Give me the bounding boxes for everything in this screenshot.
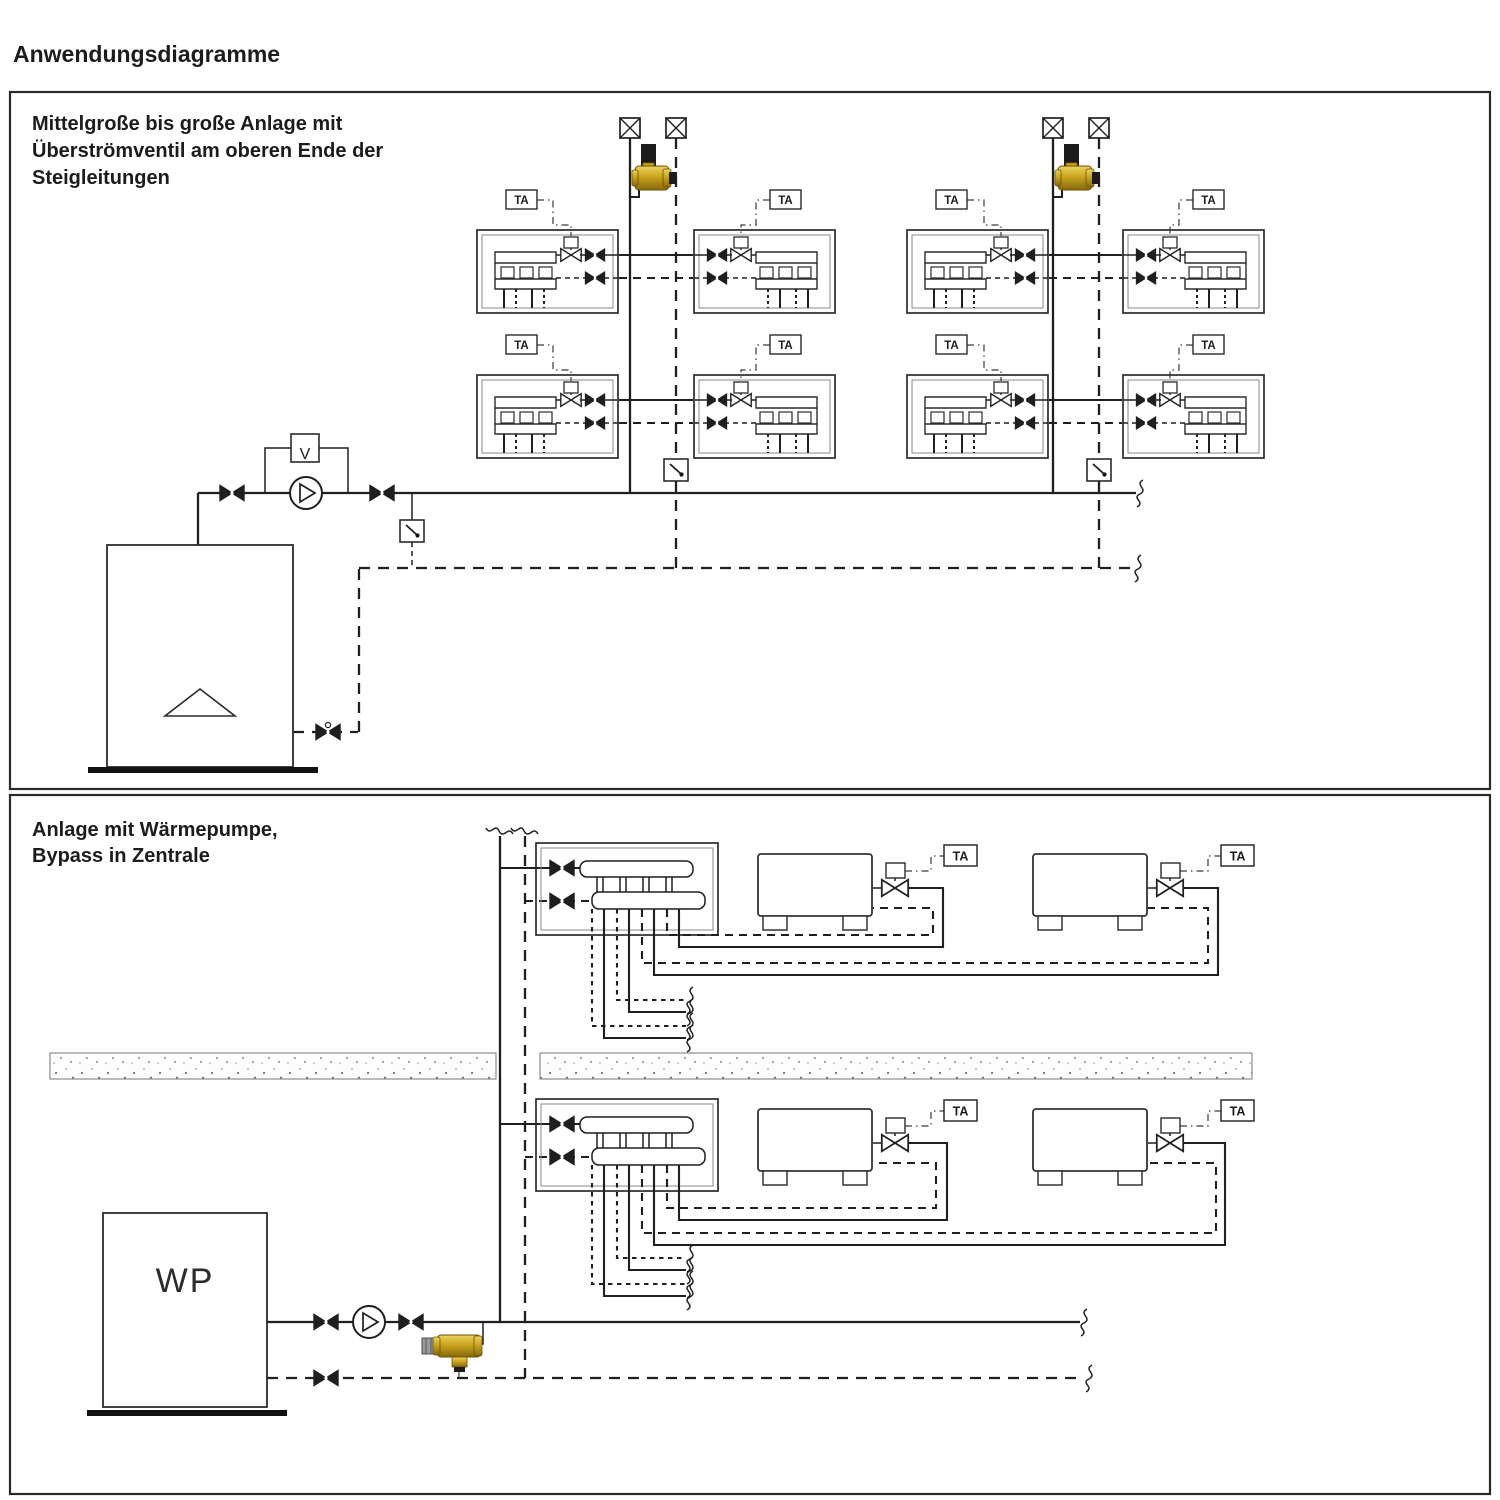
shutoff-valve-icon	[314, 1315, 338, 1330]
shutoff-valve-icon	[370, 486, 394, 501]
circulation-pump-icon	[353, 1306, 385, 1338]
svg-text:WP: WP	[155, 1262, 215, 1300]
thermostat-label	[770, 190, 801, 209]
pipe-break-icon	[486, 828, 513, 834]
balancing-valve-icon	[400, 520, 424, 542]
shutoff-valve-icon	[220, 486, 244, 501]
svg-text:TA: TA	[944, 340, 959, 352]
pipe-break-icon	[1137, 480, 1143, 507]
thermostat-label	[944, 845, 977, 866]
heating-unit	[1123, 375, 1264, 458]
panel-1	[10, 92, 1490, 789]
riser-group-1	[620, 118, 688, 568]
heat-pump	[87, 1213, 287, 1416]
svg-text:TA: TA	[778, 195, 793, 207]
heat-pump-base	[87, 1410, 287, 1416]
return-manifold	[592, 892, 705, 909]
svg-text:Überströmventil am oberen Ende: Überströmventil am oberen Ende der	[32, 140, 384, 162]
thermostat-label	[936, 335, 967, 354]
heating-unit	[907, 230, 1048, 313]
svg-text:Mittelgroße bis große Anlage m: Mittelgroße bis große Anlage mit	[32, 113, 343, 135]
overflow-valve-icon	[422, 1335, 482, 1372]
radiator	[1033, 854, 1147, 930]
pipe-break-icon	[1135, 555, 1141, 582]
heating-unit	[694, 230, 835, 313]
svg-text:TA: TA	[514, 195, 529, 207]
bypass-overflow-valve	[422, 1322, 483, 1378]
svg-text:TA: TA	[1201, 195, 1216, 207]
shutoff-valve-icon	[550, 1117, 574, 1132]
overflow-valve-icon	[1053, 144, 1100, 197]
drain-valve-cap	[325, 722, 330, 727]
panel-1-title	[32, 113, 383, 189]
distribution-box	[536, 843, 718, 935]
distribution-box	[536, 1099, 718, 1191]
shutoff-valve-icon	[550, 1150, 574, 1165]
shutoff-valve-icon	[550, 894, 574, 909]
svg-text:TA: TA	[1229, 849, 1246, 864]
radiator-valve	[1148, 1118, 1183, 1151]
circulation-pump-icon	[290, 477, 322, 509]
lower-floor	[500, 1099, 1254, 1310]
thermostat-label	[1193, 190, 1224, 209]
heating-unit	[694, 375, 835, 458]
return-manifold	[592, 1148, 705, 1165]
svg-text:TA: TA	[778, 340, 793, 352]
thermostat-label	[1193, 335, 1224, 354]
thermostat-link	[905, 1111, 944, 1126]
thermostat-link	[905, 856, 944, 871]
page-title: Anwendungsdiagramme	[13, 41, 281, 67]
pump-group	[220, 434, 394, 509]
shutoff-valve-icon	[399, 1315, 423, 1330]
svg-text:TA: TA	[1229, 1104, 1246, 1119]
thermostat-label	[1221, 845, 1254, 866]
pipe-break-icon	[1081, 1309, 1087, 1336]
pipe-break-icon	[1086, 1365, 1092, 1392]
svg-text:TA: TA	[952, 849, 969, 864]
svg-text:Anlage mit Wärmepumpe,: Anlage mit Wärmepumpe,	[32, 819, 278, 841]
svg-text:TA: TA	[514, 340, 529, 352]
svg-text:TA: TA	[952, 1104, 969, 1119]
heating-unit	[1123, 230, 1264, 313]
svg-text:Steigleitungen: Steigleitungen	[32, 167, 170, 189]
shutoff-valve-icon	[314, 1371, 338, 1386]
boiler-base	[88, 767, 318, 773]
pipe-break-icon	[511, 828, 538, 834]
radiator-valve	[873, 1118, 908, 1151]
boiler	[88, 493, 318, 773]
thermostat-label	[506, 335, 537, 354]
thermostat-label	[944, 1100, 977, 1121]
panel-2	[10, 795, 1490, 1494]
radiator-valve	[873, 863, 908, 896]
svg-text:Bypass in Zentrale: Bypass in Zentrale	[32, 845, 210, 867]
thermostat-link	[1180, 856, 1221, 871]
air-vent-icon	[620, 118, 640, 138]
thermostat-label	[1221, 1100, 1254, 1121]
thermostat-label	[936, 190, 967, 209]
thermostat-label	[506, 190, 537, 209]
central-bypass	[400, 493, 424, 568]
svg-text:TA: TA	[944, 195, 959, 207]
svg-text:V: V	[299, 446, 311, 463]
shutoff-valve-icon	[550, 861, 574, 876]
floor-slab	[50, 1053, 1252, 1079]
panel-2-title	[32, 819, 278, 867]
air-vent-icon	[1043, 118, 1063, 138]
radiator-valve	[1148, 863, 1183, 896]
radiator	[758, 854, 872, 930]
svg-text:TA: TA	[1201, 340, 1216, 352]
supply-manifold	[580, 1117, 693, 1133]
thermostat-label	[770, 335, 801, 354]
radiator	[1033, 1109, 1147, 1185]
balancing-valve-icon	[1087, 459, 1111, 481]
balancing-valve-icon	[664, 459, 688, 481]
heating-unit	[477, 375, 618, 458]
riser-group-2	[1043, 118, 1111, 568]
air-vent-icon	[666, 118, 686, 138]
supply-manifold	[580, 861, 693, 877]
heating-unit	[907, 375, 1048, 458]
thermostat-link	[1180, 1111, 1221, 1126]
upper-floor	[500, 843, 1254, 1052]
heating-unit	[477, 230, 618, 313]
radiator	[758, 1109, 872, 1185]
air-vent-icon	[1089, 118, 1109, 138]
overflow-valve-icon	[630, 144, 677, 197]
